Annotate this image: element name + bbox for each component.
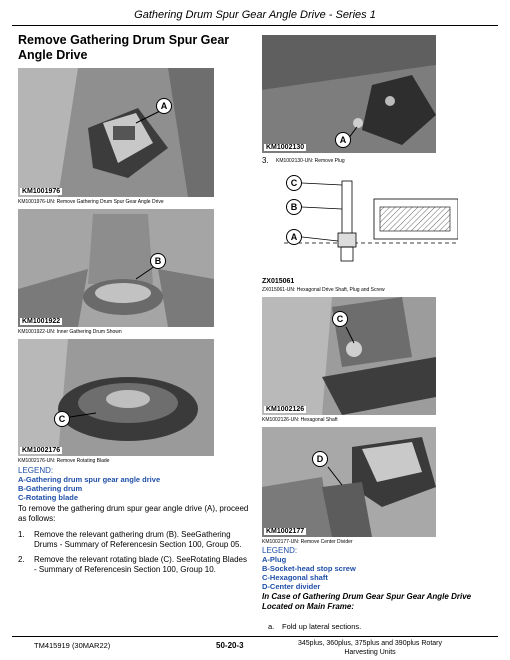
figure-caption: KM1001922-UN: Inner Gathering Drum Shown xyxy=(18,329,122,335)
legend-title: LEGEND: xyxy=(18,466,54,475)
image-code: KM1002130 xyxy=(266,144,305,151)
step-text: Remove the relevant rotating blade (C). SeeRotating Blades - Summary of Referencesin Section 100, Group 10. xyxy=(34,555,248,574)
figure-caption: KM1002126-UN: Hexagonal Shaft xyxy=(262,417,338,423)
step-number: 3. xyxy=(262,156,269,165)
left-column xyxy=(18,30,250,580)
image-code: KM1002177 xyxy=(266,528,305,535)
callout-a: A xyxy=(156,98,172,114)
right-column xyxy=(262,30,494,631)
legend-item: C-Hexagonal shaft xyxy=(262,573,328,582)
step-text: Fold up lateral sections. xyxy=(282,622,362,631)
step-1 xyxy=(18,530,250,550)
legend-item: A-Plug xyxy=(262,555,287,564)
drive-shaft-diagram-art xyxy=(284,171,458,276)
hexagonal-shaft-photo-art xyxy=(262,297,436,415)
legend-item: D-Center divider xyxy=(262,582,321,591)
figure-caption: ZX015061-UN: Hexagonal Drive Shaft, Plug and Screw xyxy=(262,287,385,293)
section-title: Remove Gathering Drum Spur Gear Angle Drive xyxy=(18,33,230,62)
legend-item: B-Gathering drum xyxy=(18,484,83,493)
image-code: KM1002126 xyxy=(266,406,305,413)
callout-a: A xyxy=(286,229,302,245)
diagram-hexagonal-drive-shaft xyxy=(284,171,458,276)
photo-gathering-drum xyxy=(18,209,214,327)
angle-drive-photo-art xyxy=(18,68,214,197)
step-number: 2. xyxy=(18,555,25,564)
callout-c: C xyxy=(286,175,302,191)
page-header-title: Gathering Drum Spur Gear Angle Drive - Series 1 xyxy=(134,9,376,21)
step-number: 1. xyxy=(18,530,25,539)
figure-caption: KM1002176-UN: Remove Rotating Blade xyxy=(18,458,110,464)
step-2 xyxy=(18,555,250,575)
legend-item: A-Gathering drum spur gear angle drive xyxy=(18,475,161,484)
legend-item: C-Rotating blade xyxy=(18,493,78,502)
callout-d: D xyxy=(312,451,328,467)
callout-a: A xyxy=(335,132,351,148)
rotating-blade-photo-art xyxy=(18,339,214,456)
footer-rule xyxy=(12,636,498,637)
header-rule xyxy=(12,25,498,26)
image-code: ZX015061 xyxy=(262,278,295,285)
step-text: Remove the relevant gathering drum (B). SeeGathering Drums - Summary of Referencesin Section 100, Group 05. xyxy=(34,530,242,549)
photo-remove-plug xyxy=(262,35,436,153)
legend-title: LEGEND: xyxy=(262,546,298,555)
figure-caption: KM1001976-UN: Remove Gathering Drum Spur Gear Angle Drive xyxy=(18,199,164,205)
step-number: a. xyxy=(268,622,275,631)
image-code: KM1001976 xyxy=(22,188,61,195)
footer-doc-id: TM415919 (30MAR22) xyxy=(34,641,111,650)
figure-caption: KM1002177-UN: Remove Center Divider xyxy=(262,539,353,545)
step-a xyxy=(268,622,494,631)
procedure-steps xyxy=(18,530,250,575)
center-divider-photo-art xyxy=(262,427,436,537)
step-3-row xyxy=(262,156,494,168)
sub-heading: In Case of Gathering Drum Gear Spur Gear Angle Drive Located on Main Frame: xyxy=(262,592,472,611)
photo-rotating-blade xyxy=(18,339,214,456)
callout-c: C xyxy=(332,311,348,327)
callout-b: B xyxy=(286,199,302,215)
footer-page-number: 50-20-3 xyxy=(216,641,244,650)
intro-paragraph: To remove the gathering drum spur gear angle drive (A), proceed as follows: xyxy=(18,504,249,523)
photo-center-divider xyxy=(262,427,436,537)
photo-hexagonal-shaft xyxy=(262,297,436,415)
footer-product: 345plus, 360plus, 375plus and 390plus Rotary Harvesting Units xyxy=(298,640,442,656)
figure-caption: KM1002130-UN: Remove Plug xyxy=(276,158,345,164)
legend-item: B-Socket-head stop screw xyxy=(262,564,356,573)
photo-angle-drive xyxy=(18,68,214,197)
gathering-drum-photo-art xyxy=(18,209,214,327)
callout-c: C xyxy=(54,411,70,427)
image-code: KM1001922 xyxy=(22,318,61,325)
callout-b: B xyxy=(150,253,166,269)
image-code: KM1002176 xyxy=(22,447,61,454)
